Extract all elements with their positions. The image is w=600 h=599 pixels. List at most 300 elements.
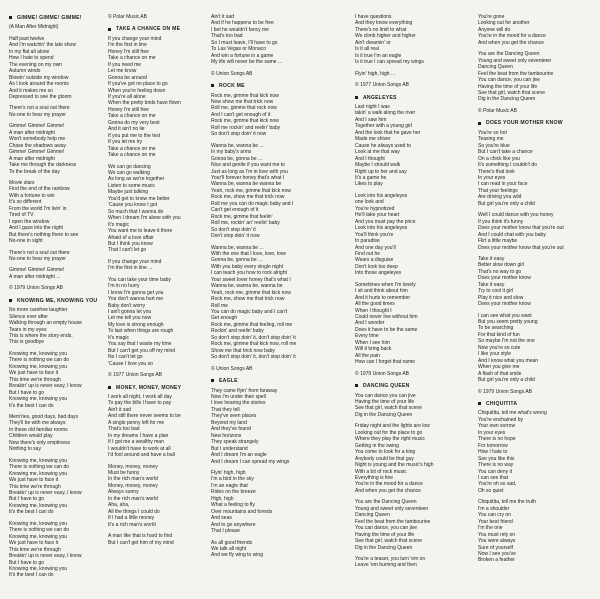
lyric-line: Is it all real xyxy=(355,46,379,53)
song-title xyxy=(9,15,117,21)
lyric-line: Nice and gentle if you want me to xyxy=(211,162,285,169)
lyric-line: I'm a shoulder xyxy=(478,505,510,512)
lyric-line: To the break of the day xyxy=(9,168,60,175)
lyric-line: I can see that xyxy=(478,475,509,481)
lyric-line: In the rich man's world xyxy=(108,476,158,483)
lyric-line: Tears in my eyes xyxy=(9,326,47,333)
lyric-line: Knowing me, knowing you xyxy=(9,533,68,540)
lyric-line: I'd fool around and have a ball xyxy=(108,452,175,459)
lyric-line: Rock me, gimme that kick now xyxy=(211,118,279,125)
lyrics-stanza xyxy=(9,351,117,409)
lyric-line: Knowing me, knowing you xyxy=(9,396,68,403)
lyric-line: Knowing me, knowing you xyxy=(9,502,68,509)
lyric-line: Is it true I'm an eagle xyxy=(355,52,402,59)
lyric-line: Breakin' up is never easy, I know xyxy=(9,383,82,390)
lyrics-stanza xyxy=(478,51,586,103)
lyric-line: And it ain't no lie xyxy=(108,126,145,133)
lyric-line: You say that I waste my time xyxy=(108,341,172,348)
lyric-line: Friday night and the lights are low xyxy=(355,423,430,430)
lyrics-stanza xyxy=(9,250,117,263)
lyric-line: Don't stop doin' it now xyxy=(211,233,260,240)
lyric-line: We just have to face it xyxy=(9,477,59,484)
lyric-line: And when you get the chance xyxy=(478,39,544,46)
lyric-line: A single penny left for me xyxy=(108,419,165,426)
lyric-line: Wanna be, wanna be ... xyxy=(211,142,264,149)
lyric-line: I have questions xyxy=(355,14,392,20)
lyric-line: There is no way xyxy=(478,462,514,469)
lyric-line: A man after midnight xyxy=(9,155,55,162)
lyric-line: Rock me, show me that trick now xyxy=(211,296,285,303)
lyric-line: All the pain xyxy=(355,352,380,359)
song-title-text: CHIQUITITA xyxy=(486,401,518,408)
lyric-line: There is nothing we can do xyxy=(9,464,70,471)
lyric-line: Always sunny xyxy=(108,489,139,496)
bullet-icon xyxy=(108,28,111,31)
song-title xyxy=(211,378,319,384)
song-title-text: DANCING QUEEN xyxy=(363,383,410,390)
lyric-line: Breakin' up is never easy, I know xyxy=(9,490,82,496)
song-block xyxy=(108,26,216,378)
lyric-line: When I see him xyxy=(355,339,390,346)
lyric-line: If you change your mind xyxy=(108,35,162,42)
song-block xyxy=(355,383,463,569)
lyric-line: With a bit of rock music xyxy=(355,468,407,475)
lyric-line: You'll think you're xyxy=(355,231,394,238)
song-block xyxy=(9,298,117,579)
lyrics-stanza xyxy=(355,282,463,366)
lyric-line: There's that look xyxy=(478,168,515,175)
bullet-icon xyxy=(9,299,12,302)
lyric-line: Movie stars xyxy=(9,179,35,186)
lyric-line: If you're all alone xyxy=(108,93,146,100)
lyrics-stanza xyxy=(211,93,319,138)
lyric-line: Mem'ries, good days, bad days xyxy=(9,414,79,421)
lyric-line: Getting in the swing xyxy=(355,442,399,449)
lyric-line: Your sweet lover honey that's what I xyxy=(211,276,291,283)
song-title-text: DOES YOUR MOTHER KNOW xyxy=(486,120,563,127)
lyric-line: I know I'm gonna get you xyxy=(108,289,164,296)
lyrics-stanza xyxy=(355,499,463,551)
lyric-line: In your eyes xyxy=(478,174,506,181)
lyrics-stanza xyxy=(9,521,117,579)
lyric-line: We just have to face it xyxy=(9,370,59,377)
lyric-line: You can cry on xyxy=(478,512,511,519)
lyric-line: It's the best I can do xyxy=(9,509,54,516)
lyrics-stanza xyxy=(355,71,463,77)
lyric-line: Take a chance on me xyxy=(108,145,156,152)
bullet-icon xyxy=(108,386,111,389)
lyric-line: Depressed to see the gloom xyxy=(9,93,72,100)
lyric-line: Silence ever after xyxy=(9,313,48,320)
lyric-line: It's the best I can do xyxy=(9,572,54,579)
lyric-line: With the one that I love, love, love xyxy=(211,250,287,257)
lyric-line: But I think you know xyxy=(108,240,153,247)
lyric-line: I work all night, I work all day xyxy=(108,394,172,401)
lyric-line: That's no way to go xyxy=(478,268,522,275)
lyric-line: Looking out for another xyxy=(478,20,530,27)
lyric-line: Gonna be around xyxy=(108,74,147,81)
lyric-line: To last when things are rough xyxy=(108,328,174,335)
lyric-line: Let me know xyxy=(108,68,137,75)
lyric-line: I bet he wouldn't fancy me xyxy=(211,26,269,33)
lyric-line: This time we're through xyxy=(9,483,61,490)
lyric-line: Where they play the right music xyxy=(355,436,426,443)
lyric-line: No more carefree laughter xyxy=(9,307,68,314)
lyric-line: You must rely on xyxy=(478,531,516,538)
lyric-line: And to go anywhere xyxy=(211,521,256,528)
lyric-line: I'm an eagle that xyxy=(211,482,248,489)
lyrics-stanza xyxy=(9,307,117,346)
lyric-line: So don't stop doin' it xyxy=(211,226,256,233)
lyric-line: I can teach you how to rock alright xyxy=(211,270,287,277)
lyrics-stanza xyxy=(9,24,117,30)
lyric-line: When I dream I'm alone with you xyxy=(108,215,181,222)
lyric-line: Baby don't worry xyxy=(108,302,146,309)
lyric-line: Roll me, gimme that rock now xyxy=(211,105,277,112)
lyric-line: You can take your time baby xyxy=(108,276,171,283)
lyrics-stanza xyxy=(478,410,586,494)
lyric-line: Flyin' high, high xyxy=(211,470,246,476)
lyrics-stanza xyxy=(478,256,586,308)
lyric-line: Must be funny xyxy=(108,470,140,476)
lyrics-stanza xyxy=(9,267,117,280)
lyric-line: Rock me, gimme that kick now, roll me xyxy=(211,341,297,348)
lyric-line: one look and xyxy=(355,199,384,206)
lyric-line: Get enough xyxy=(211,315,238,322)
lyric-line: There is no hope xyxy=(478,436,516,443)
lyric-line: Rockin' and reelin' baby xyxy=(211,328,264,335)
lyric-line: And I wonder xyxy=(355,320,385,327)
lyric-line: But I can't take a chance xyxy=(478,149,533,156)
lyric-line: If you've got no place to go xyxy=(108,81,168,88)
lyrics-stanza xyxy=(355,423,463,494)
song-block xyxy=(108,385,216,546)
lyric-line: But I can't get him of my mind xyxy=(108,539,174,546)
lyric-line: Money, money, money xyxy=(108,482,158,489)
lyric-line: All the things I could do xyxy=(108,508,160,515)
lyric-line: Is it true I can spread my wings xyxy=(355,59,424,66)
lyric-line: Gonna be, gonna be ... xyxy=(211,257,263,264)
lyric-line: If you need me xyxy=(108,61,142,68)
lyric-line: Wanna be, wanna be, wanna be xyxy=(211,283,283,290)
lyric-line: Take it easy xyxy=(478,281,505,288)
lyric-line: How I hate to xyxy=(478,449,508,456)
lyric-line: Now there's only emptiness xyxy=(9,439,70,446)
lyric-line: Chiquitita, tell me the truth xyxy=(478,499,537,506)
lyrics-stanza xyxy=(478,313,586,384)
lyric-line: No I can't let go xyxy=(108,354,143,361)
song-title xyxy=(478,401,586,407)
copyright-notice: © 1979 Union Songs AB xyxy=(9,285,63,292)
lyric-line: No-one in sight xyxy=(9,238,43,245)
song-title-text: ANGELEYES xyxy=(363,94,397,101)
bullet-icon xyxy=(211,379,214,382)
lyric-line: Listen to some music xyxy=(108,182,155,189)
lyric-line: Rock me, show me that trick now xyxy=(211,194,285,201)
lyric-line: You're gone xyxy=(478,14,505,20)
copyright-notice: © Union Songs AB xyxy=(211,70,253,77)
lyric-line: Dig in the Dancing Queen xyxy=(355,411,413,418)
lyric-line: New horizons xyxy=(211,432,242,439)
lyric-line: There's not a soul out there xyxy=(9,105,70,112)
song-block xyxy=(211,83,319,372)
lyric-line: And I know what you mean xyxy=(478,357,539,364)
copyright-notice: © Polar Music AB xyxy=(478,107,517,114)
lyrics-stanza xyxy=(211,540,319,559)
lyric-line: Does your mother know that you're out xyxy=(478,244,564,251)
lyrics-stanza xyxy=(9,180,117,245)
song-block xyxy=(211,378,319,559)
lyric-line: Don't look too deep xyxy=(355,263,398,270)
lyric-line: Young and sweet only seventeen xyxy=(478,57,552,64)
lyric-line: And it makes me so xyxy=(9,87,53,94)
lyric-line: When you're feeling down xyxy=(108,87,166,94)
lyric-line: What a feeling to fly xyxy=(211,502,255,509)
lyric-line: I love hearing the stories xyxy=(211,400,266,407)
lyric-line: You can dance you can jive xyxy=(355,392,416,399)
lyric-line: We climb higher and higher xyxy=(355,33,416,40)
lyric-line: Well I could dance with you honey xyxy=(478,212,554,219)
lyric-line: In my dreams I have a plan xyxy=(108,432,169,439)
lyric-line: In the rich man's world xyxy=(108,495,158,502)
lyric-line: Sometimes when I'm lonely xyxy=(355,281,416,288)
lyric-line: Children would play xyxy=(9,433,53,440)
lyric-line: If I had a little money xyxy=(108,515,155,522)
lyric-line: It's a rich man's world xyxy=(108,521,156,528)
lyric-line: Play it nice and slow xyxy=(478,294,524,301)
lyric-line: And I thought xyxy=(355,155,385,162)
lyric-line: I like your style xyxy=(478,351,512,358)
lyric-line: Having the time of your life xyxy=(478,83,538,90)
lyric-line: Young and sweet only seventeen xyxy=(355,505,429,512)
lyric-line: There is nothing we can do xyxy=(9,527,70,534)
lyric-line: See that girl, watch that scene xyxy=(355,538,422,545)
lyric-line: Are driving you wild xyxy=(478,194,522,201)
lyric-line: A man after midnight xyxy=(9,129,55,136)
lyric-line: Try to cool it girl xyxy=(478,288,514,295)
lyric-line: Anybody could be that guy xyxy=(355,455,414,462)
lyric-line: Does your mother know xyxy=(478,275,531,282)
lyric-line: Likes to play xyxy=(355,181,383,188)
lyric-line: Nothing to say xyxy=(9,446,41,453)
song-title-text: TAKE A CHANCE ON ME xyxy=(116,26,181,33)
lyric-line: Can't get enough of it xyxy=(211,207,259,214)
lyrics-stanza xyxy=(355,193,463,277)
lyric-line: Chiquitita, tell me what's wrong xyxy=(478,410,547,417)
lyric-line: Broken a feather xyxy=(478,557,515,564)
lyric-line: Just as long as I'm in love with you xyxy=(211,168,288,175)
lyric-line: This is where the story ends, xyxy=(9,333,73,340)
lyric-line: That's too bad xyxy=(108,426,140,433)
lyric-line: Made me shiver xyxy=(355,136,391,143)
lyric-line: Look at me that way xyxy=(355,149,400,156)
lyric-line: But I can't get you off my mind xyxy=(108,347,176,354)
lyric-line: With a fortune to win xyxy=(9,192,55,199)
lyric-line: We just have to face it xyxy=(9,540,59,547)
lyric-line: When the pretty birds have flown xyxy=(108,100,181,107)
copyright-notice: © Union Songs AB xyxy=(211,365,253,372)
song-title xyxy=(9,298,117,304)
lyric-line: And the look that he gave her xyxy=(355,129,421,136)
lyric-line: And we fly wing to wing xyxy=(211,552,263,559)
lyric-line: Take a chance on me xyxy=(108,55,156,62)
lyric-line: Flirt a little maybe xyxy=(478,238,518,245)
lyric-line: Honey I'm still free xyxy=(108,106,149,113)
song-title-text: MONEY, MONEY, MONEY xyxy=(116,384,182,391)
lyrics-stanza xyxy=(9,123,117,175)
lyric-line: You're in the mood for a dance xyxy=(478,33,546,40)
lyric-line: Find out he xyxy=(355,250,381,257)
lyric-line: Feel the beat from the tambourine xyxy=(355,518,431,525)
lyric-line: They came flyin' from faraway xyxy=(211,387,278,394)
lyric-line: There's no limit to what xyxy=(355,26,407,33)
lyric-line: How can I forget that name xyxy=(355,359,416,366)
lyric-line: For tomorrow xyxy=(478,442,508,449)
lyric-line: And I could chat with you baby xyxy=(478,231,546,238)
lyric-line: We can go dancing xyxy=(108,163,151,170)
copyright-notice: © 1979 Union Songs AB xyxy=(478,388,532,395)
lyric-line: Looking out for the place to go xyxy=(355,429,423,436)
lyric-line: Everything is fine xyxy=(355,475,394,481)
lyric-line: That's too bad xyxy=(211,33,243,40)
lyric-line: And seas xyxy=(211,515,232,522)
lyric-line: You're oh so sad, xyxy=(478,481,517,488)
lyric-line: This is goodbye xyxy=(9,339,45,346)
lyric-line: I'm a bird in the sky xyxy=(211,476,254,483)
lyric-line: How I hate to spend xyxy=(9,55,54,62)
lyric-line: Cause he always used to xyxy=(355,142,411,149)
lyrics-stanza xyxy=(478,130,586,207)
lyric-line: It's a game he xyxy=(355,174,387,181)
lyrics-stanza xyxy=(108,464,216,529)
lyric-line: Take a chance on me xyxy=(108,113,156,120)
lyric-line: They'll be with me always xyxy=(9,420,66,427)
lyric-line: Roll me you can do magic baby and I xyxy=(211,200,294,207)
lyric-line: It's magic xyxy=(108,334,129,341)
lyric-line: On a chick like you xyxy=(478,155,520,162)
lyric-line: Knowing me, knowing you xyxy=(9,363,68,370)
lyric-line: You are the Dancing Queen xyxy=(478,51,540,58)
lyric-line: Your'll forever honey that's what I xyxy=(211,174,285,181)
lyric-line: Gimme! Gimme! Gimme! xyxy=(9,149,65,156)
song-block xyxy=(211,14,319,77)
lyric-line: Gonna do my very best xyxy=(108,119,160,126)
lyric-line: Let me tell you now xyxy=(108,315,152,322)
lyrics-stanza xyxy=(108,394,216,459)
lyrics-stanza xyxy=(478,499,586,564)
lyric-line: And I dream I'm an eagle xyxy=(211,452,267,459)
lyric-line: In my baby's arms xyxy=(211,149,252,156)
lyric-line: Gimme! Gimme! Gimme! xyxy=(9,267,65,274)
lyric-line: A man after midnight ... xyxy=(9,273,61,280)
lyric-line: Dancing Queen xyxy=(478,64,513,71)
lyric-line: Leave 'em burning and then xyxy=(355,562,417,569)
lyric-line: It's something I couldn't do xyxy=(478,162,537,169)
lyrics-stanza xyxy=(108,36,216,159)
lyric-line: Wanna be, wanna be wanna be xyxy=(211,181,282,188)
song-title xyxy=(355,95,463,101)
lyrics-stanza xyxy=(355,393,463,419)
lyric-line: You're enchained by xyxy=(478,416,523,423)
lyric-line: Roll me, rockin' an' reelin' baby xyxy=(211,220,280,227)
lyric-line: And I can't get enough of it xyxy=(211,111,271,118)
lyric-line: 'Cause I love you so xyxy=(108,360,153,367)
lyric-line: You can dance, you can jive xyxy=(478,77,541,84)
lyric-line: You're a teaser, you turn 'em on xyxy=(355,555,426,562)
lyric-line: You can dance, you can jive xyxy=(355,525,418,532)
lyric-line: Autumn winds xyxy=(9,68,41,75)
lyric-line: Now show me that trick now xyxy=(211,98,274,105)
song-title-text: EAGLE xyxy=(219,378,238,385)
bullet-icon xyxy=(9,16,12,19)
lyric-line: Breakin' up is never easy, I know xyxy=(9,553,82,560)
lyric-line: Gimme! Gimme! Gimme! xyxy=(9,123,65,130)
lyric-line: Take it easy xyxy=(478,255,505,262)
lyric-line: You can deny it xyxy=(478,468,513,475)
lyric-line: You are the Dancing Queen xyxy=(355,499,417,506)
lyrics-stanza xyxy=(211,14,319,66)
lyric-line: And they've found xyxy=(211,426,251,433)
lyric-line: Will it bring back xyxy=(355,346,392,353)
lyric-line: We talk all night xyxy=(211,545,247,552)
lyrics-stanza xyxy=(108,533,216,546)
lyric-line: Yeah, rock me, gimme that kick now xyxy=(211,289,291,296)
lyric-line: I'm the first in line ... xyxy=(108,265,153,272)
lyric-line: If you change your mind xyxy=(108,258,162,265)
lyric-line: You were always xyxy=(478,538,516,545)
lyric-line: Ain't it sad xyxy=(211,14,234,20)
lyric-line: Gonna be, gonna be ... xyxy=(211,155,263,162)
lyrics-stanza xyxy=(108,259,216,272)
lyrics-column-2 xyxy=(108,14,216,551)
lyric-line: If you think it's funny xyxy=(478,218,524,225)
lyric-line: Right up to her and say xyxy=(355,168,407,175)
lyric-line: And I saw him xyxy=(355,116,387,123)
lyric-line: You're in the mood for a dance xyxy=(355,481,423,488)
lyric-line: There is nothing we can do xyxy=(9,357,70,364)
lyric-line: And you must pay the price xyxy=(355,218,416,225)
lyric-line: So you're blue xyxy=(478,142,510,149)
lyric-line: Dig in the Dancing Queen xyxy=(355,544,413,551)
lyric-line: That they tell xyxy=(211,406,240,413)
lyric-line: I ain't gonna let you xyxy=(108,309,152,316)
lyric-line: Could never live without him xyxy=(355,314,418,321)
lyric-line: They've seen places xyxy=(211,413,257,420)
lyric-line: Oh so quiet xyxy=(478,487,504,494)
lyric-line: They speak strangely xyxy=(211,439,259,446)
lyric-line: And it hurts to remember xyxy=(355,294,411,301)
song-block xyxy=(478,14,586,114)
song-title xyxy=(355,383,463,389)
lyric-line: Yeah, rock me, gimme that kick now xyxy=(211,187,291,194)
lyric-line: He'll take your heart xyxy=(355,212,400,219)
lyric-line: That I can't let go xyxy=(108,247,147,254)
lyric-line: Together with a young girl xyxy=(355,123,412,130)
lyrics-stanza xyxy=(355,104,463,188)
lyric-line: You come to look for a king xyxy=(355,449,416,456)
lyric-line: But I have to go xyxy=(9,559,45,566)
lyric-line: The evening on my own xyxy=(9,61,63,68)
lyric-line: That I please xyxy=(211,528,240,535)
lyric-line: I can read in your face xyxy=(478,181,528,188)
lyric-line: Tired of TV xyxy=(9,212,34,219)
lyrics-column-1 xyxy=(9,14,117,584)
song-title xyxy=(478,120,586,126)
lyrics-stanza xyxy=(211,470,319,535)
lyric-line: Ain't dreamin' or xyxy=(355,39,391,46)
lyric-line: Knowing me, knowing you xyxy=(9,520,68,527)
lyric-line: For that kind of fun xyxy=(478,331,520,338)
